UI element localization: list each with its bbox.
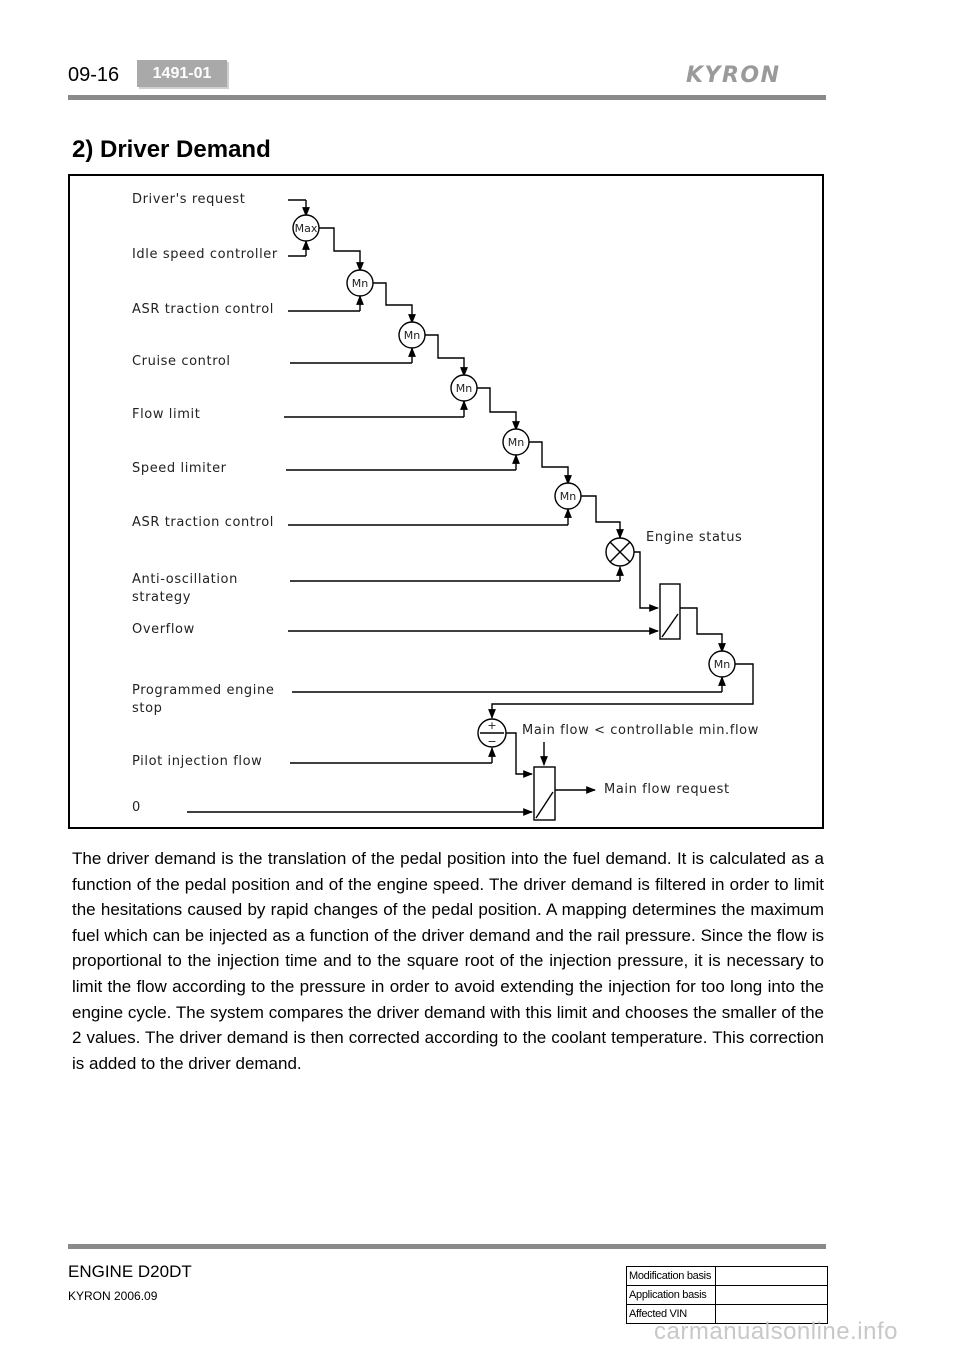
kyron-logo	[686, 64, 826, 86]
wire-mn3-to-mn4	[477, 388, 516, 430]
min-node-5-label: Mn	[559, 490, 577, 503]
min-node-3-label: Mn	[455, 382, 473, 395]
table-row	[627, 1286, 828, 1305]
wire-block1-to-mn6	[680, 608, 722, 652]
label-programmed-engine: Programmed engine	[132, 683, 275, 698]
label-flow-limit: Flow limit	[132, 407, 201, 422]
wire-mn1-to-mn2	[373, 283, 412, 323]
section-title: 2) Driver Demand	[72, 136, 271, 163]
wire-mn2-to-mn3	[425, 335, 464, 376]
wire-max-to-mn1	[319, 228, 360, 271]
label-speed-limiter: Speed limiter	[132, 461, 227, 476]
summing-plus-sign: +	[487, 719, 497, 732]
summing-minus-sign: −	[487, 735, 497, 748]
wire-summer-to-block2	[506, 733, 532, 774]
label-zero: 0	[132, 800, 141, 815]
modification-basis-label: Modification basis	[627, 1267, 716, 1286]
footer-engine-label: ENGINE D20DT	[68, 1262, 192, 1281]
wire-mn5-to-multiplier	[581, 496, 620, 538]
body-paragraph: The driver demand is the translation of the pedal position into the fuel demand. It is calculated as a function of the pedal position and of the engine speed. The driver demand is filtered in order to limit the hesitations caused by rapid changes of the pedal position. A mapping determines the maximum fuel which can be injected as a function of the driver demand and the rail pressure. Since the flow is proportional to the injection time and to the square root of the injection pressure, it is necessary to limit the flow according to the pressure in order to avoid extending the injection for too long into the engine cycle. The system compares the driver demand with this limit and chooses the smaller of the 2 values. The driver demand is then corrected according to the coolant temperature. This correction is added to the driver demand.	[72, 849, 824, 1073]
min-node-2-label: Mn	[403, 329, 421, 342]
label-cruise-control: Cruise control	[132, 354, 231, 369]
section-code-badge: 1491-01	[137, 60, 227, 87]
revision-info-table	[626, 1266, 828, 1324]
min-node-1-label: Mn	[351, 277, 369, 290]
diagram-canvas	[70, 176, 826, 831]
application-basis-value	[716, 1286, 828, 1305]
label-pilot-injection-flow: Pilot injection flow	[132, 754, 263, 769]
watermark: carmanualsonline.info	[654, 1318, 898, 1345]
modification-basis-value	[716, 1267, 828, 1286]
min-node-6-label: Mn	[713, 658, 731, 671]
driver-demand-diagram	[68, 174, 824, 829]
wire-mn6-to-summer	[492, 704, 722, 718]
affected-vin-label: Affected VIN	[627, 1305, 716, 1324]
label-anti-oscillation: Anti-oscillation	[132, 572, 238, 587]
label-engine-status: Engine status	[646, 530, 743, 545]
label-asr-traction-control-2: ASR traction control	[132, 515, 274, 530]
wire-multiplier-to-block1	[634, 552, 658, 608]
label-anti-oscillation-strategy: strategy	[132, 590, 192, 605]
max-node-label: Max	[294, 222, 318, 235]
header-rule	[68, 95, 826, 100]
label-asr-traction-control-1: ASR traction control	[132, 302, 274, 317]
label-drivers-request: Driver's request	[132, 192, 246, 207]
label-main-flow-request: Main flow request	[604, 782, 730, 797]
min-node-4-label: Mn	[507, 436, 525, 449]
footer-rule	[68, 1244, 826, 1249]
ramp-block-1	[660, 584, 680, 639]
table-row	[627, 1267, 828, 1286]
page-number: 09-16	[68, 64, 120, 86]
label-programmed-engine-stop: stop	[132, 701, 163, 716]
wire-mn4-to-mn5	[529, 442, 568, 484]
footer-model-label: KYRON 2006.09	[68, 1289, 158, 1303]
label-min-flow-condition: Main flow < controllable min.flow	[522, 723, 759, 738]
brand-logo-text: KYRON	[686, 64, 781, 86]
label-idle-speed-controller: Idle speed controller	[132, 247, 278, 262]
application-basis-label: Application basis	[627, 1286, 716, 1305]
label-overflow: Overflow	[132, 622, 195, 637]
